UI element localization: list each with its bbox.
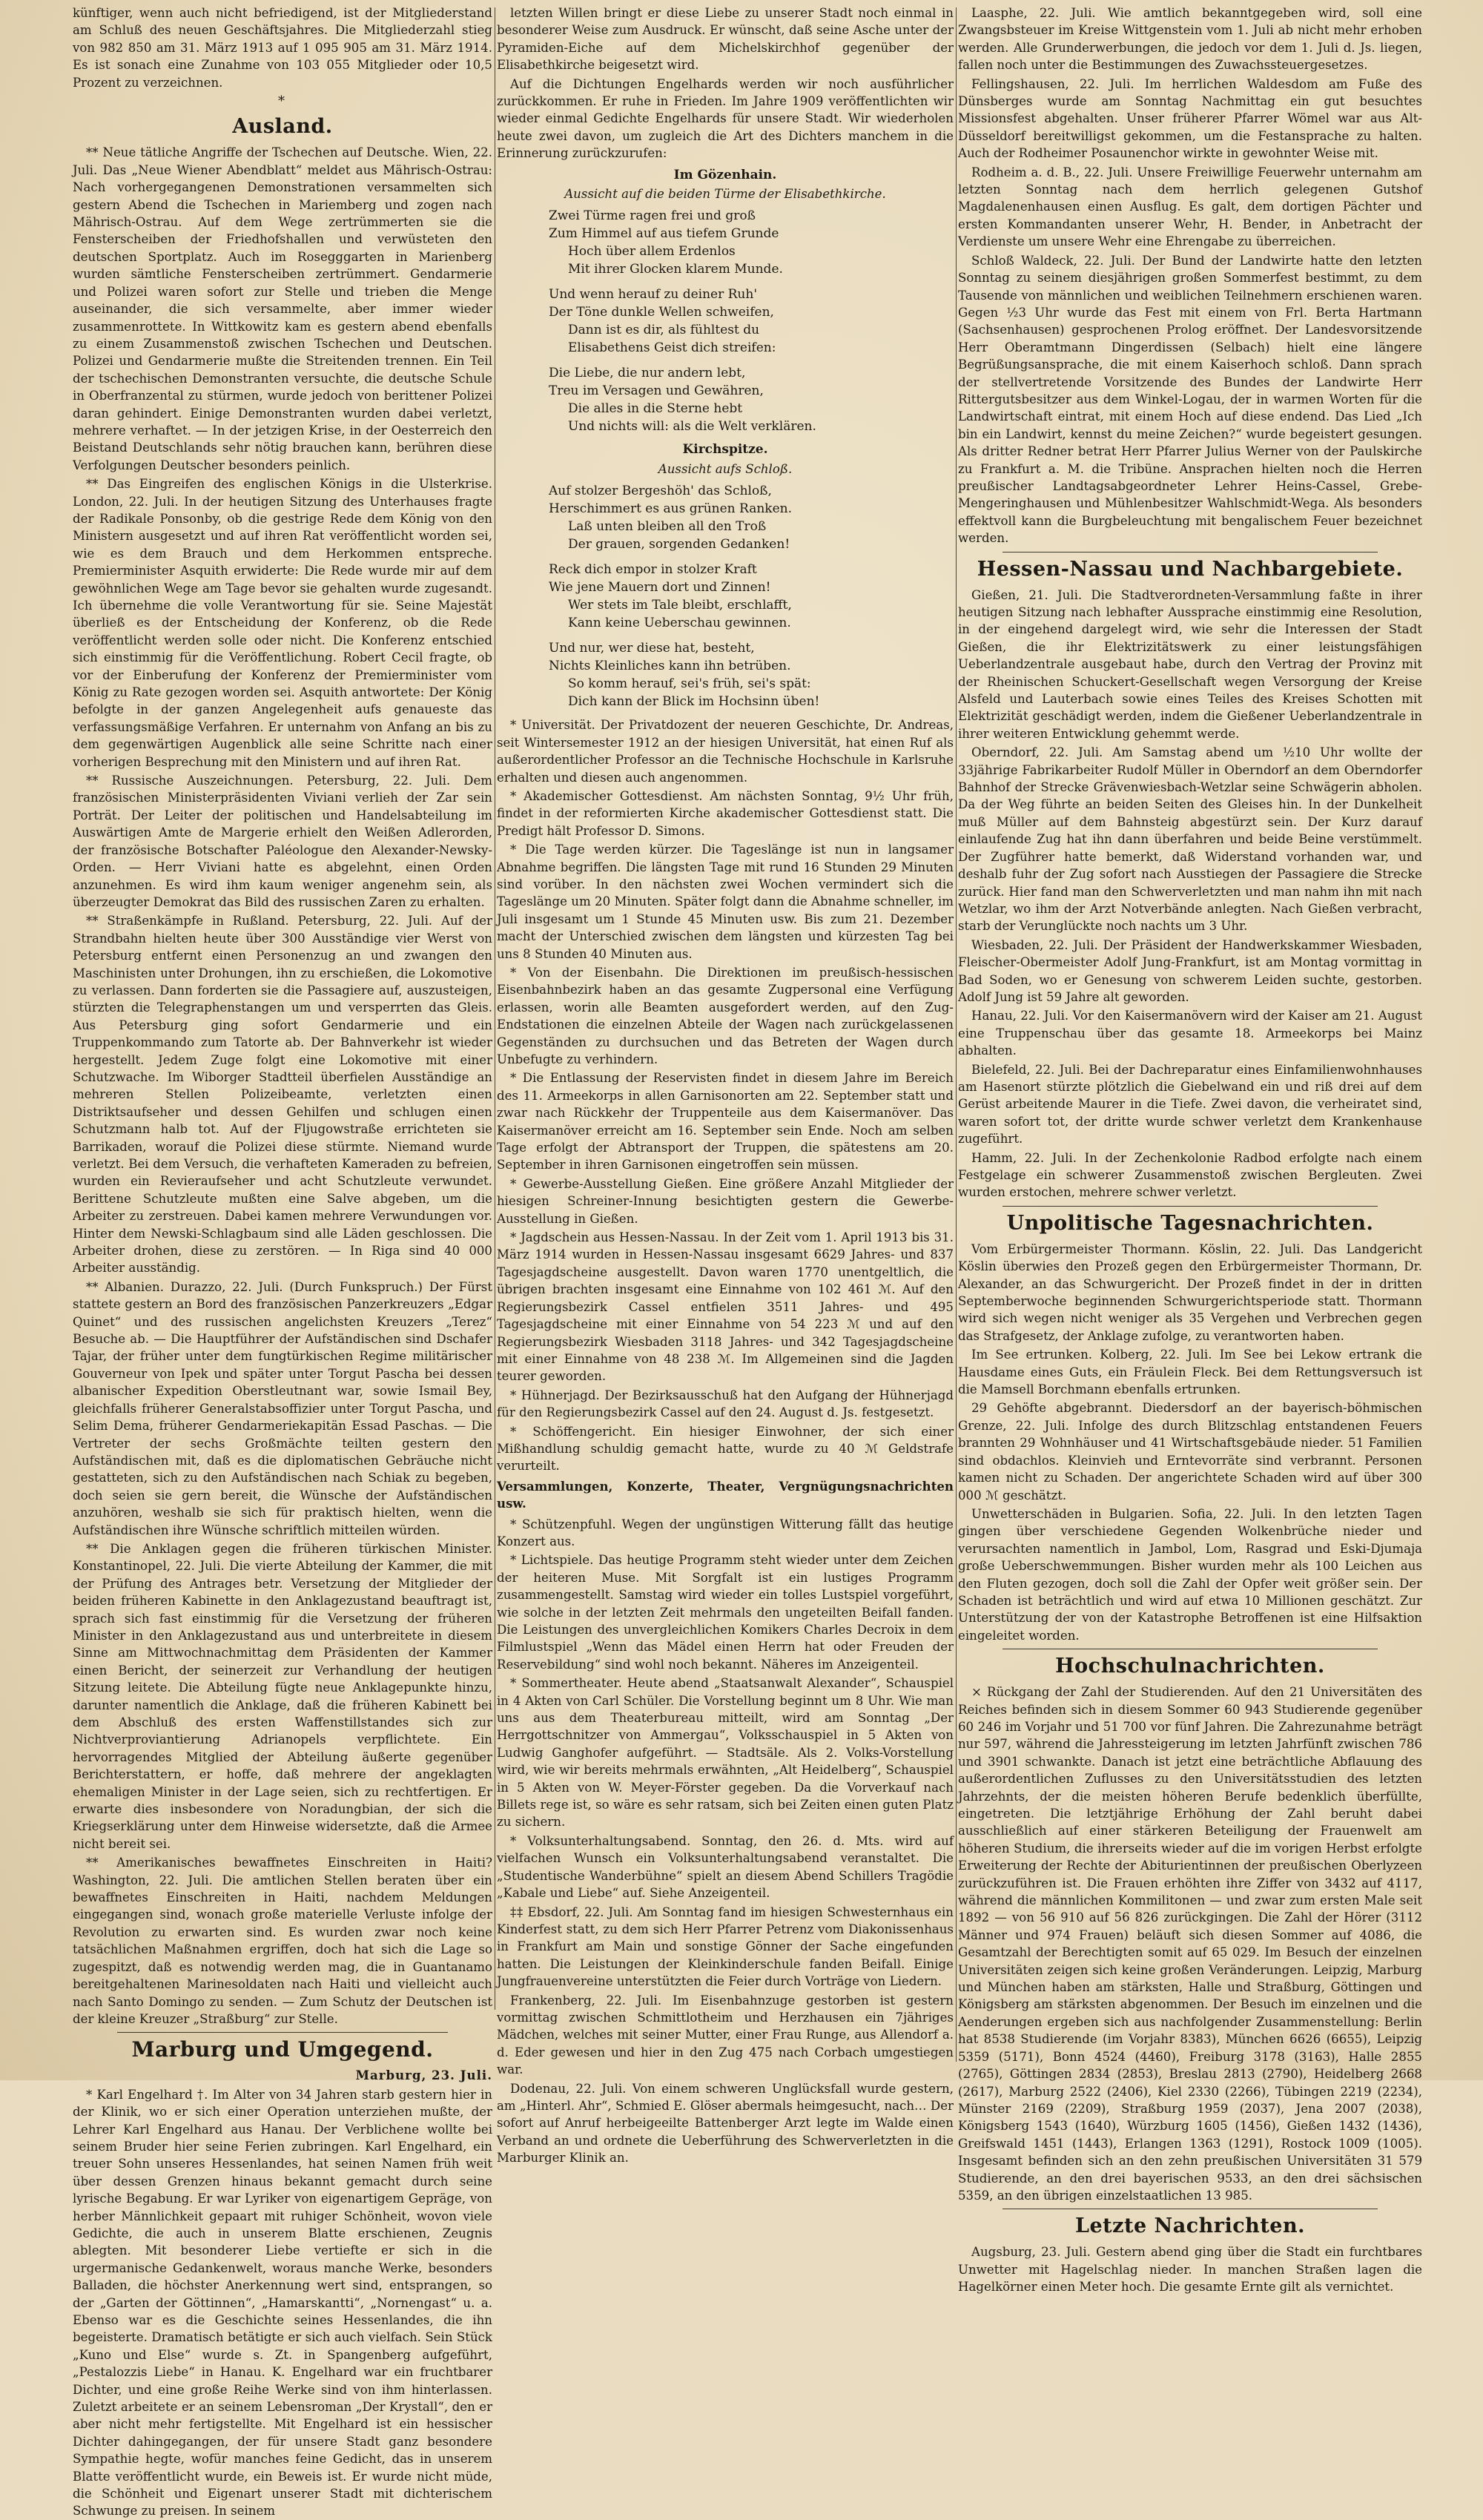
dateline: Marburg, 23. Juli. <box>355 2068 492 2083</box>
article-paragraph: 29 Gehöfte abgebrannt. Diedersdorf an der bayerisch-böhmischen Grenze, 22. Juli. Infolge des durch Blitzschlag entstandenen Feuers brannten 29 Wohnhäuser und 41 Wirtschaftsgebäude nieder. 51 Familien sind obdachlos. Kleinvieh und Erntevorräte sind verbrannt. Personen kamen nicht zu Schaden. Der angerichtete Schaden wird auf über 300 000 ℳ geschätzt. <box>958 1401 1422 1503</box>
poem-line: Dann ist es dir, als fühltest du <box>568 323 760 338</box>
poem-line: Reck dich empor in stolzer Kraft <box>549 562 757 578</box>
poem <box>549 207 954 435</box>
article-paragraph: * Schöffengericht. Ein hiesiger Einwohner, der sich einer Mißhandlung schuldig gemacht hatte, wurde zu 40 ℳ Geldstrafe verurteilt. <box>497 1424 954 1474</box>
section-rule <box>1003 1206 1378 1207</box>
article-paragraph: letzten Willen bringt er diese Liebe zu unserer Stadt noch einmal in besonderer Weise zum Ausdruck. Er wünscht, daß seine Asche unter der Pyramiden-Eiche auf dem Michelskirchhof gegenüber der Elisabethkirche beigesetzt wird. <box>497 6 954 73</box>
section-heading-ausland: Ausland. <box>232 115 333 139</box>
poem-title: Kirchspitze. <box>682 442 768 458</box>
article-paragraph: × Rückgang der Zahl der Studierenden. Auf den 21 Universitäten des Reiches befinden sich in diesem Sommer 60 943 Studierende gegenüber 60 246 im Vorjahr und 51 700 vor fünf Jahren. Die Zahrezunahme beträgt nur 597, während die Jahressteigerung im letzten Jahrfünft zwischen 786 und 3901 schwankte. Danach ist jetzt eine beträchtliche Abflauung des außerordentlichen Zuflusses zu den Universitätsstudien des letzten Jahrzehnts, der die meisten höheren Berufe bedenklich überfüllte, eingetreten. Die letztjährige Erhöhung der Zahl beruht dabei ausschließlich auf einer stärkeren Beteiligung der Frauenwelt am höheren Studium, die ihrerseits wieder auf die im vorigen Herbst erfolgte Erweiterung der Rechte der Abiturientinnen der preußischen Oberlyzeen zurückzuführen ist. Die Frauen erhöhten ihre Ziffer von 3432 auf 4117, während die männlichen Kommilitonen — und zwar zum ersten Male seit 1892 — von 56 910 auf 56 826 zurückgingen. Die Zahl der Hörer (3112 Männer und 974 Frauen) beläuft sich diesen Sommer auf 4086, die Gesamtzahl der Berechtigten somit auf 65 029. Im Besuch der einzelnen Universitäten zeigen sich keine großen Veränderungen. Leipzig, Marburg und München haben am stärksten, Halle und Straßburg, Göttingen und Königsberg am stärksten abgenommen. Der Besuch im einzelnen und die Aenderungen ergeben sich aus nachfolgender Zusammenstellung: Berlin hat 8538 Studierende (im Vorjahr 8383), München 6626 (6655), Leipzig 5359 (5171), Bonn 4524 (4460), Freiburg 3178 (3163), Halle 2855 (2765), Göttingen 2834 (2853), Breslau 2813 (2790), Heidelberg 2668 (2617), Marburg 2522 (2406), Kiel 2330 (2266), Tübingen 2219 (2234), Münster 2169 (2209), Straßburg 1959 (2037), Jena 2007 (2038), Königsberg 1543 (1640), Würzburg 1605 (1456), Gießen 1432 (1436), Greifswald 1451 (1443), Erlangen 1363 (1291), Rostock 1009 (1005). Insgesamt befinden sich an den zehn preußischen Universitäten 31 579 Studierende, an den drei bayerischen 9533, an den drei sächsischen 5359, an den übrigen einzelstaatlichen 13 985. <box>958 1685 1422 2203</box>
university-articles <box>958 1683 1422 2204</box>
section-rule <box>117 2032 448 2033</box>
poem-line: Die Liebe, die nur andern lebt, <box>549 366 746 381</box>
poem-line: Treu im Versagen und Gewähren, <box>549 383 764 399</box>
hessen-articles <box>958 587 1422 1201</box>
article-paragraph: * Hühnerjagd. Der Bezirksausschuß hat den Aufgang der Hühnerjagd für den Regierungsbezirk Cassel auf den 24. August d. Js. festgesetzt. <box>497 1388 954 1420</box>
article-paragraph: Hanau, 22. Juli. Vor den Kaisermanövern wird der Kaiser am 21. August eine Truppenschau über das gesamte 18. Armeekorps bei Mainz abhalten. <box>958 1009 1422 1058</box>
article-paragraph: * Sommertheater. Heute abend „Staatsanwalt Alexander“, Schauspiel in 4 Akten von Carl Schüler. Die Vorstellung beginnt um 8 Uhr. Wie man uns aus dem Theaterbureau mitteilt, wird am Sonntag „Der Herrgottschnitzer von Ammergau“, Volksschauspiel in 5 Akten von Ludwig Ganghofer aufgeführt. — Stadtsäle. Als 2. Volks-Vorstellung wird, wie wir bereits mehrmals erwähnten, „Alt Heidelberg“, Schauspiel in 5 Akten von W. Meyer-Förster gegeben. Da die Vorverkauf nach Billets rege ist, so wäre es sehr ratsam, sich bei Zeiten einen guten Platz zu sichern. <box>497 1676 954 1830</box>
article-paragraph: * Lichtspiele. Das heutige Programm steht wieder unter dem Zeichen der heiteren Muse. Mit Sorgfalt ist ein lustiges Programm zusammengestellt. Samstag wird wieder ein tolles Lustspiel vorgeführt, wie solche in der letzten Zeit mehrmals den ungeteilten Beifall fanden. Die Leistungen des unvergleichlichen Komikers Charles Decroix in dem Filmlustspiel „Wenn das Mädel einen Herrn hat oder Freuden der Reservebildung“ sind wohl noch bekannt. Näheres im Anzeigenteil. <box>497 1553 954 1672</box>
poem-line: Nichts Kleinliches kann ihn betrüben. <box>549 659 791 674</box>
article-paragraph: ** Die Anklagen gegen die früheren türkischen Minister. Konstantinopel, 22. Juli. Die vierte Abteilung der Kammer, die mit der Prüfung des Antrages betr. Versetzung der Mitglieder der beiden früheren Kabinette in den Anklagezustand beauftragt ist, sprach sich fast einstimmig für die Versetzung der früheren Minister in den Anklagezustand aus und unterbreitete in diesem Sinne am Mittwochnachmittag dem Präsidenten der Kammer einen Bericht, der seinerzeit zur Verhandlung der heutigen Sitzung leitete. Die Abteilung fügte neue Anklagepunkte hinzu, darunter namentlich die Anklage, daß die früheren Kabinett bei dem Abschluß des ersten Waffenstillstandes sich zur Nichtverproviantierung Adrianopels verpflichtete. Ein hervorragendes Mitglied der Abteilung äußerte gegenüber Berichterstattern, er hoffe, daß mehrere der angeklagten ehemaligen Minister in der Lage seien, sich zu rechtfertigen. Er erwarte dies insbesondere von Noradungbian, der sich die Kriegserklärung unter dem Hinweise widersetzte, daß die Armee nicht bereit sei. <box>73 1541 492 1851</box>
poem <box>549 482 954 710</box>
article-paragraph: Schloß Waldeck, 22. Juli. Der Bund der Landwirte hatte den letzten Sonntag zu seinem diesjährigen großen Sommerfest bestimmt, zu dem Tausende von männlichen und weiblichen Teilnehmern erschienen waren. Gegen ½3 Uhr wurde das Fest mit einem von Frl. Berta Hartmann (Sachsenhausen) gesprochenen Prolog eröffnet. Der Landesvorsitzende Herr Oberamtmann Dingerdissen (Selbach) hielt eine längere Begrüßungsansprache, die mit einem Kaiserhoch schloß. Dann sprach der stellvertretende Vorsitzende des Bundes der Landwirte Herr Rittergutsbesitzer aus dem Winkel-Logau, der in warmen Worten für die Landwirtschaft eintrat, mit einem Hoch auf diese endend. Das Lied „Ich bin ein Landwirt, kennst du meine Zeichen?“ wurde begeistert gesungen. Als dritter Redner betrat Herr Pfarrer Julius Werner von der Paulskirche zu Frankfurt a. M. die Tribüne. Ansprachen hielten noch die Herren preußischer Landtagsabgeordneter Lehrer Heins-Cassel, Grebe-Mengeringhausen und Mühlenbesitzer Wahlschmidt-Wega. Als besonders effektvoll kann die Burgbeleuchtung mit bengalischem Feuer bezeichnet werden. <box>958 253 1422 546</box>
article-paragraph: * Von der Eisenbahn. Die Direktionen im preußisch-hessischen Eisenbahnbezirk haben an das gesamte Zugpersonal eine Verfügung erlassen, worin alle Beamten ausgefordert werden, auf den Zug-Endstationen die einzelnen Abteile der Wagen nach zurückgelassenen Gegenständen zu durchsuchen und das Betreten der Wagen durch Unbefugte zu verhindern. <box>497 965 954 1066</box>
article-paragraph: Hamm, 22. Juli. In der Zechenkolonie Radbod erfolgte nach einem Festgelage ein schwerer Zusammenstoß zwischen Bergleuten. Zwei wurden erstochen, mehrere schwer verletzt. <box>958 1150 1422 1200</box>
poem-line: Zwei Türme ragen frei und groß <box>549 208 756 224</box>
poem-line: Wie jene Mauern dort und Zinnen! <box>549 580 771 596</box>
article-paragraph: Im See ertrunken. Kolberg, 22. Juli. Im See bei Lekow ertrank die Hausdame eines Guts, ein Fräulein Fleck. Bei dem Rettungsversuch ist die Mamsell Borchmann ebenfalls ertrunken. <box>958 1348 1422 1397</box>
article-paragraph: Gießen, 21. Juli. Die Stadtverordneten-Versammlung faßte in ihrer heutigen Sitzung nach lebhafter Aussprache einstimmig eine Resolution, in der eingehend dargelegt wird, wie sehr die Interessen der Stadt Gießen, die ihr Elektrizitätswerk zu einer leistungsfähigen Ueberlandzentrale ausgebaut habe, durch den Vertrag der Provinz mit der Rheinischen Schuckert-Gesellschaft wegen Versorgung der Kreise Alsfeld und Lauterbach sowie eines Teiles des Kreises Schotten mit Elektrizität geschädigt werden, indem die Gießener Ueberlandzentrale in ihrer weiteren Entwicklung gehemmt werde. <box>958 587 1422 741</box>
poem-subtitle: Aussicht aufs Schloß. <box>658 461 793 476</box>
column-3 <box>958 4 1422 2295</box>
event-news <box>497 1516 954 2167</box>
poem-line: Kann keine Ueberschau gewinnen. <box>568 616 791 631</box>
article-paragraph: * Die Entlassung der Reservisten findet in diesem Jahre im Bereich des 11. Armeekorps in allen Garnisonorten am 22. September statt und zwar nach Rückkehr der Truppenteile aus dem Kaisermanöver. Das Kaisermanöver erreicht am 16. September sein Ende. Noch am selben Tage erfolgt der Abtransport der Truppen, die spätestens am 20. September in ihren Garnisonen eingetroffen sein müssen. <box>497 1071 954 1172</box>
column-2 <box>497 4 954 2166</box>
poem-line: Auf stolzer Bergeshöh' das Schloß, <box>549 484 772 499</box>
section-heading-hessen: Hessen-Nassau und Nachbargebiete. <box>977 557 1404 581</box>
marburg-articles <box>73 2086 492 2520</box>
engelhard-continued <box>497 4 954 162</box>
separator-star: * <box>278 93 287 110</box>
article-paragraph: ** Straßenkämpfe in Rußland. Petersburg, 22. Juli. Auf der Strandbahn hielten heute über 300 Ausständige vier Werst von Petersburg entfernt einen Personenzug an und zwangen den Maschinisten unter Drohungen, ihn zu erschießen, die Lokomotive zu verlassen. Dann forderten sie die Passagiere auf, auszusteigen, stürzten die Telegraphenstangen um und versperrten das Gleis. Aus Petersburg ging sofort Gendarmerie und ein Truppenkommando zum Tatorte ab. Der Bahnverkehr ist wieder hergestellt. Jedem Zuge folgt eine Lokomotive mit einer Schutzwache. Im Wiborger Stadtteil überfielen Ausständige an mehreren Stellen Polizeibeamte, verletzten einen Distriktsaufseher und dessen Gehilfen und schlugen einen Schutzmann halb tot. Auf der Fljugowstraße errichteten sie Barrikaden, worauf die Polizei diese stürmte. Niemand wurde verletzt. Bei dem Versuch, die verhafteten Kameraden zu befreien, wurden ein Revieraufseher und acht Schutzleute verwundet. Berittene Schutzleute mußten eine Salve abgeben, um die Arbeiter zu zerstreuen. Dabei kamen mehrere Verwundungen vor. Hinter dem Newski-Schlagbaum sind alle Läden geschlossen. Die Arbeiter drohen, diese zu zerstören. — In Riga sind 40 000 Arbeiter ausständig. <box>73 914 492 1276</box>
article-paragraph: Fellingshausen, 22. Juli. Im herrlichen Waldesdom am Fuße des Dünsberges wurde am Sonntag Nachmittag ein gut besuchtes Missionsfest abgehalten. Unser früherer Pfarrer Wömel war aus Alt-Düsseldorf bereitwilligst gekommen, um die Festansprache zu halten. Auch der Rodheimer Posaunenchor wirkte in gewohnter Weise mit. <box>958 76 1422 161</box>
article-paragraph: ‡‡ Ebsdorf, 22. Juli. Am Sonntag fand im hiesigen Schwesternhaus ein Kinderfest statt, zu dem sich Herr Pfarrer Petrenz vom Diakonissenhaus in Frankfurt am Main und sonstige Gönner der Sache eingefunden hatten. Die Leistungen der Kleinkinderschule fanden Beifall. Einige Jungfrauenvereine unterstützten die Feier durch Vorträge von Liedern. <box>497 1904 954 1989</box>
poem-line: Zum Himmel auf aus tiefem Grunde <box>549 226 779 242</box>
poem-line: Herschimmert es aus grünen Ranken. <box>549 501 793 517</box>
poem-line: Und nichts will: als die Welt verklären. <box>568 419 816 435</box>
latest-articles <box>958 2243 1422 2295</box>
poem-subtitle: Aussicht auf die beiden Türme der Elisabethkirche. <box>564 187 886 202</box>
article-paragraph: Auf die Dichtungen Engelhards werden wir noch ausführlicher zurückkommen. Er ruhe in Frieden. Im Jahre 1909 veröffentlichten wir wieder einmal Gedichte Engelhards für unsere Stadt. Wir wiederholen heute zwei davon, um zugleich die Art des Dichters manchem in die Erinnerung zurückzurufen: <box>497 76 954 161</box>
article-paragraph: * Schützenpfuhl. Wegen der ungünstigen Witterung fällt das heutige Konzert aus. <box>497 1517 954 1548</box>
article-paragraph: ** Albanien. Durazzo, 22. Juli. (Durch Funkspruch.) Der Fürst stattete gestern an Bord des französischen Panzerkreuzers „Edgar Quinet“ und des russischen angelichsten Kreuzers „Terez“ Besuche ab. — Die Hauptführer der Aufständischen sind Dschafer Tajar, der früher unter dem fungtürkischen Regime militärischer Gouverneur von Ipek und später unter Torgut Pascha bei dessen albanischer Expedition Oberstleutnant war, sowie Ismail Bey, gleichfalls früherer Generalstabsoffizier unter Torgut Pascha, und Selim Dema, früherer Gendarmeriekapitän Essad Paschas. — Die Vertreter der sechs Großmächte teilten gestern den Aufständischen mit, daß es die diplomatischen Gebräuche nicht gestatteten, sich zu den Aufständischen nach Schiak zu begeben, doch seien sie gern bereit, die Wünsche der Aufständischen anzuhören, weshalb sie sich für praktisch hielten, wenn die Aufständischen ihre Wünsche schriftlich mitteilen würden. <box>73 1279 492 1537</box>
column-divider <box>956 7 957 2062</box>
article-paragraph: Rodheim a. d. B., 22. Juli. Unsere Freiwillige Feuerwehr unternahm am letzten Sonntag nach dem herrlich gelegenen Gutshof Magdalenenhausen einen Ausflug. Es galt, dem dortigen Pächter und ersten Kommandanten unserer Wehr, H. Bender, in Anbetracht der Verdienste um unsere Wehr eine Ehrengabe zu überreichen. <box>958 165 1422 249</box>
poem-line: So komm herauf, sei's früh, sei's spät: <box>568 676 811 692</box>
poem-line: Der grauen, sorgenden Gedanken! <box>568 537 790 553</box>
article-paragraph: * Gewerbe-Ausstellung Gießen. Eine größere Anzahl Mitglieder der hiesigen Schreiner-Innung besichtigten gestern die Gewerbe-Ausstellung in Gießen. <box>497 1176 954 1226</box>
article-paragraph: Augsburg, 23. Juli. Gestern abend ging über die Stadt ein furchtbares Unwetter mit Hagelschlag nieder. In manchen Straßen lagen die Hagelkörner einen Meter hoch. Die gesamte Ernte gilt als vernichtet. <box>958 2245 1422 2295</box>
poem-line: Hoch über allem Erdenlos <box>568 244 736 260</box>
poem-line: Und nur, wer diese hat, besteht, <box>549 641 755 656</box>
article-paragraph: Oberndorf, 22. Juli. Am Samstag abend um ½10 Uhr wollte der 33jährige Fabrikarbeiter Rudolf Müller in Oberndorf an dem Oberndorfer Bahnhof der Strecke Grävenwiesbach-Wetzlar seine Schwägerin abholen. Da der Weg führte an beiden Seiten des Gleises hin. In der Dunkelheit muß Müller auf dem Bahnsteig abgestürzt sein. Der Kurz darauf einlaufende Zug hat ihn dann überfahren und beide Beine verstümmelt. Der Zugführer hatte bemerkt, daß Widerstand vorhanden war, und deshalb fuhr der Zug sofort nach Ausstiegen der Passagiere die Strecke zurück. Hier fand man den Schwerverletzten und man nahm ihn mit nach Wetzlar, wo ihm der Arzt Notverbände anlegten. Nach Gießen verbracht, starb der Verunglückte noch nachts um 3 Uhr. <box>958 745 1422 934</box>
article-paragraph: * Jagdschein aus Hessen-Nassau. In der Zeit vom 1. April 1913 bis 31. März 1914 wurden in Hessen-Nassau insgesamt 6629 Jahres- und 837 Tagesjagdscheine ausgestellt. Davon waren 1770 unentgeltlich, die übrigen brachten insgesamt eine Einnahme von 102 461 ℳ. Auf den Regierungsbezirk Cassel entfielen 3511 Jahres- und 495 Tagesjagdscheine mit einer Einnahme von 54 223 ℳ und auf den Regierungsbezirk Wiesbaden 3118 Jahres- und 342 Tagesjagdscheine mit einer Einnahme von 48 238 ℳ. Im Allgemeinen sind die Jagden teurer geworden. <box>497 1230 954 1384</box>
article-paragraph: ** Amerikanisches bewaffnetes Einschreiten in Haiti? Washington, 22. Juli. Die amtlichen Stellen beraten über ein bewaffnetes Einschreiten in Haiti, nachdem Meldungen eingegangen sind, wonach große materielle Verluste infolge der Revolution zu erwarten sind. Es wurden zwar noch keine tatsächlichen Maßnahmen ergriffen, doch hat sich die Lage so zugespitzt, daß es notwendig werden mag, die in Guantanamo bereitgehaltenen Marinesoldaten nach Haiti und vielleicht auch nach Santo Domingo zu senden. — Zum Schutz der Deutschen ist der kleine Kreuzer „Straßburg“ zur Stelle. <box>73 1856 492 2026</box>
article-paragraph: Bielefeld, 22. Juli. Bei der Dachreparatur eines Einfamilienwohnhauses am Hasenort stürzte plötzlich die Giebelwand ein und riß drei auf dem Gerüst arbeitende Maurer in die Tiefe. Zwei davon, die verheiratet sind, waren sofort tot, der dritte wurde schwer verletzt dem Krankenhause zugeführt. <box>958 1062 1422 1147</box>
article-paragraph: ** Neue tätliche Angriffe der Tschechen auf Deutsche. Wien, 22. Juli. Das „Neue Wiener Abendblatt“ meldet aus Mährisch-Ostrau: Nach vorhergegangenen Demonstrationen versammelten sich gestern Abend die Tschechen in Mariemberg und zogen nach Mährisch-Ostrau. Auf dem Wege zertrümmerten sie die Fensterscheiben der Friedhofshallen und verwüsteten den deutschen Sportplatz. Auch im Rosegggarten in Marienberg wurden sämtliche Fensterscheiben zertrümmert. Gendarmerie und Polizei waren sofort zur Stelle und trieben die Menge auseinander, die sich versammelte, aber immer wieder zusammenrottete. In Wittkowitz kam es gestern abend ebenfalls zu einem Zusammenstoß zwischen Tschechen und Deutschen. Polizei und Gendarmerie mußte die Streitenden trennen. Ein Teil der tschechischen Demonstranten versuchte, die deutsche Schule in Oberfranzental zu stürmen, wurde jedoch von berittener Polizei daran gehindert. Einige Demonstranten wurden dabei verletzt, mehrere verhaftet. — In der jetzigen Krise, in der Oesterreich den Beistand Deutschlands sehr nötig brauchen kann, berühren diese Verfolgungen Deutscher besonders peinlich. <box>73 145 492 472</box>
subsection-heading: Versammlungen, Konzerte, Theater, Vergnügungsnachrichten usw. <box>497 1478 954 1511</box>
section-heading-unpolitisch: Unpolitische Tagesnachrichten. <box>1006 1211 1374 1235</box>
article-paragraph: * Karl Engelhard †. Im Alter von 34 Jahren starb gestern hier in der Klinik, wo er sich einer Operation unterziehen mußte, der Lehrer Karl Engelhard aus Hanau. Der Verblichene wollte bei seinem Bruder hier seine Ferien zubringen. Karl Engelhard, ein treuer Sohn unseres Hessenlandes, hat seinen Namen früh weit über dessen Grenzen hinaus bekannt gemacht durch seine lyrische Begabung. Er war Lyriker von eigenartigem Gepräge, von herber Männlichkeit gepaart mit ruhiger Schönheit, wovon viele Gedichte, die auch in unserem Blatte erschienen, Zeugnis ablegten. Mit besonderer Liebe vertiefte er sich in die urgermanische Gedankenwelt, woraus manche Werke, besonders Balladen, die höchster Anerkennung wert sind, entsprangen, so der „Garten der Göttinnen“, „Hamarskantti“, „Nornengast“ u. a. Ebenso war es die Geschichte seines Hessenlandes, die ihn begeisterte. Dramatisch betätigte er sich auch vielfach. Sein Stück „Kuno und Else“ wurde s. Zt. in Spangenberg aufgeführt, „Pestalozzis Liebe“ in Hanau. K. Engelhard war ein fruchtbarer Dichter, und eine große Reihe Werke sind von ihm hinterlassen. Zuletzt arbeitete er an seinem Lebensroman „Der Krystall“, den er aber nicht mehr fertigstellte. Mit Engelhard ist ein hessischer Dichter dahingegangen, der für unsere Stadt ganz besondere Sympathie hegte, wofür manches feine Gedicht, das in unserem Blatte veröffentlicht wurde, ein Beweis ist. Er wurde nicht müde, die Schönheit und Eigenart unserer Stadt mit dichterischem Schwunge zu preisen. In seinem <box>73 2087 492 2519</box>
section-heading-marburg: Marburg und Umgegend. <box>131 2037 434 2062</box>
article-paragraph: * Volksunterhaltungsabend. Sonntag, den 26. d. Mts. wird auf vielfachen Wunsch ein Volksunterhaltungsabend veranstaltet. Die „Studentische Wanderbühne“ spielt an diesem Abend Schillers Tragödie „Kabale und Liebe“ auf. Siehe Anzeigenteil. <box>497 1833 954 1901</box>
poem-line: Und wenn herauf zu deiner Ruh' <box>549 287 757 303</box>
article-paragraph: Frankenberg, 22. Juli. Im Eisenbahnzuge gestorben ist gestern vormittag zwischen Schmittlotheim und Herzhausen ein 7jähriges Mädchen, welches mit seiner Mutter, einer Frau Runge, aus Allendorf a. d. Eder gewesen und hier in den Zug 475 nach Corbach umgestiegen war. <box>497 1993 954 2077</box>
article-paragraph: Dodenau, 22. Juli. Von einem schweren Unglücksfall wurde gestern, am „Hinterl. Ahr“, Schmied E. Glöser abermals heimgesucht, nach… Der sofort auf Anruf herbeigeeilte Battenberger Arzt legte im Walde einen Verband an und ordnete die Ueberführung des Schwerverletzten in die Marburger Klinik an. <box>497 2081 954 2166</box>
poem-line: Elisabethens Geist dich streifen: <box>568 340 776 356</box>
article-paragraph: Wiesbaden, 22. Juli. Der Präsident der Handwerkskammer Wiesbaden, Fleischer-Obermeister Adolf Jung-Frankfurt, ist am Montag vormittag in Bad Soden, wo er Genesung von schwerem Leiden suchte, gestorben. Adolf Jung ist 59 Jahre alt geworden. <box>958 937 1422 1004</box>
article-paragraph: Vom Erbürgermeister Thormann. Köslin, 22. Juli. Das Landgericht Köslin überwies den Prozeß gegen den Erbürgermeister Thormann, Dr. Alexander, an das Schwurgericht. Der Prozeß findet in der in dritten Septemberwoche beginnenden Schwurgerichtsperiode statt. Thormann wird sich wegen nicht weniger als 35 Vergehen und Verbrechen gegen das Strafgesetz, der Anklage zufolge, zu verantworten haben. <box>958 1241 1422 1343</box>
local-news <box>497 716 954 1474</box>
poem-line: Wer stets im Tale bleibt, erschlafft, <box>568 598 792 613</box>
article-paragraph: * Akademischer Gottesdienst. Am nächsten Sonntag, 9½ Uhr früh, findet in der reformierten Kirche akademischer Gottesdienst statt. Die Predigt hält Professor D. Simons. <box>497 788 954 838</box>
poem-line: Dich kann der Blick im Hochsinn üben! <box>568 694 820 710</box>
poem-line: Laß unten bleiben all den Troß <box>568 519 767 535</box>
article-paragraph: künftiger, wenn auch nicht befriedigend, ist der Mitgliederstand am Schluß des neuen Geschäftsjahres. Die Mitgliederzahl stieg von 982 850 am 31. März 1913 auf 1 095 905 am 31. März 1914. Es ist sonach eine Zunahme von 103 055 Mitglieder oder 10,5 Prozent zu verzeichnen. <box>73 6 492 90</box>
poem-line: Der Töne dunkle Wellen schweifen, <box>549 305 774 320</box>
article-paragraph: * Die Tage werden kürzer. Die Tageslänge ist nun in langsamer Abnahme begriffen. Die längsten Tage mit rund 16 Stunden 29 Minuten sind vorüber. In den nächsten zwei Wochen vermindert sich die Tageslänge um 20 Minuten. Später folgt dann die Abnahme schneller, im Juli insgesamt um 1 Stunde 45 Minuten usw. Bis zum 21. Dezember macht der Unterschied zwischen dem längsten und kürzesten Tag bei uns 8 Stunden 40 Minuten aus. <box>497 842 954 961</box>
unpolitical-articles <box>958 1241 1422 1644</box>
section-heading-hochschule: Hochschulnachrichten. <box>1055 1655 1325 1678</box>
article-paragraph: Laasphe, 22. Juli. Wie amtlich bekanntgegeben wird, soll eine Zwangsbsteuer im Kreise Wittgenstein vom 1. Juli ab nicht mehr erhoben werden. Alle Grunderwerbungen, die jedoch vor dem 1. Juli d. Js. liegen, fallen noch unter die Bestimmungen des Zuwachssteuergesetzes. <box>958 6 1422 73</box>
article-paragraph: Unwetterschäden in Bulgarien. Sofia, 22. Juli. In den letzten Tagen gingen über verschiedene Gegenden Wolkenbrüche nieder und verursachten namentlich in Jambol, Lom, Rasgrad und Eski-Djumaja große Ueberschwemmungen. Bisher wurden mehr als 100 Leichen aus den Fluten gezogen, doch soll die Zahl der Opfer weit größer sein. Der Schaden ist beträchtlich und wird auf etwa 10 Millionen geschätzt. Zur Unterstützung der von der Katastrophe Betroffenen ist eine Hilfsaktion eingeleitet worden. <box>958 1506 1422 1643</box>
article-paragraph: ** Das Eingreifen des englischen Königs in die Ulsterkrise. London, 22. Juli. In der heutigen Sitzung des Unterhauses fragte der Radikale Ponsonby, ob die gestrige Rede dem König von den Ministern ausgesetzt und auf ihren Rat veröffentlicht worden sei, wie es dem Brauch und dem Herkommen entspreche. Premierminister Asquith erwiderte: Die Rede wurde mir auf dem gewöhnlichen Wege am Tage bevor sie gehalten wurde zugesandt. Ich übernehme die volle Verantwortung für sie. Seine Majestät überließ es der Entscheidung der Konferenz, ob die Rede veröffentlicht werden solle oder nicht. Die Konferenz entschied sich einstimmig für die Veröffentlichung. Robert Cecil fragte, ob vor der Einberufung der Konferenz der Premierminister vom König zu Rate gezogen worden sei. Asquith antwortete: Der König befolgte in der ganzen Angelegenheit aufs genaueste das verfassungsmäßige Verfahren. Er unternahm von Anfang an bis zu dem gegenwärtigen Augenblick alle seine Schritte nach einer vorherigen Besprechung mit den Ministern und auf ihren Rat. <box>73 477 492 769</box>
regional-news <box>958 4 1422 547</box>
poem-line: Mit ihrer Glocken klarem Munde. <box>568 262 783 277</box>
article-paragraph: ** Russische Auszeichnungen. Petersburg, 22. Juli. Dem französischen Ministerpräsidenten Viviani verlieh der Zar sein Porträt. Der Leiter der politischen und Handelsabteilung im Auswärtigen Amte de Margerie erhielt den Weißen Adlerorden, der französische Botschafter Paléologue den Alexander-Newsky-Orden. — Herr Viviani hatte es abgelehnt, einen Orden anzunehmen. Es wird ihm kaum weniger angenehm sein, als überzeugter Demokrat das Bild des russischen Zaren zu erhalten. <box>73 774 492 909</box>
ausland-articles <box>73 144 492 2028</box>
column-1 <box>73 4 492 2519</box>
section-heading-letzte: Letzte Nachrichten. <box>1075 2214 1305 2238</box>
poem-line: Die alles in die Sterne hebt <box>568 401 743 417</box>
poem-title: Im Gözenhain. <box>673 167 777 182</box>
section-rule <box>1003 552 1378 553</box>
article-paragraph: * Universität. Der Privatdozent der neueren Geschichte, Dr. Andreas, seit Wintersemester 1912 an der hiesigen Universität, hat einen Ruf als außerordentlicher Professor an die Technische Hochschule in Karlsruhe erhalten und diesen auch angenommen. <box>497 718 954 785</box>
